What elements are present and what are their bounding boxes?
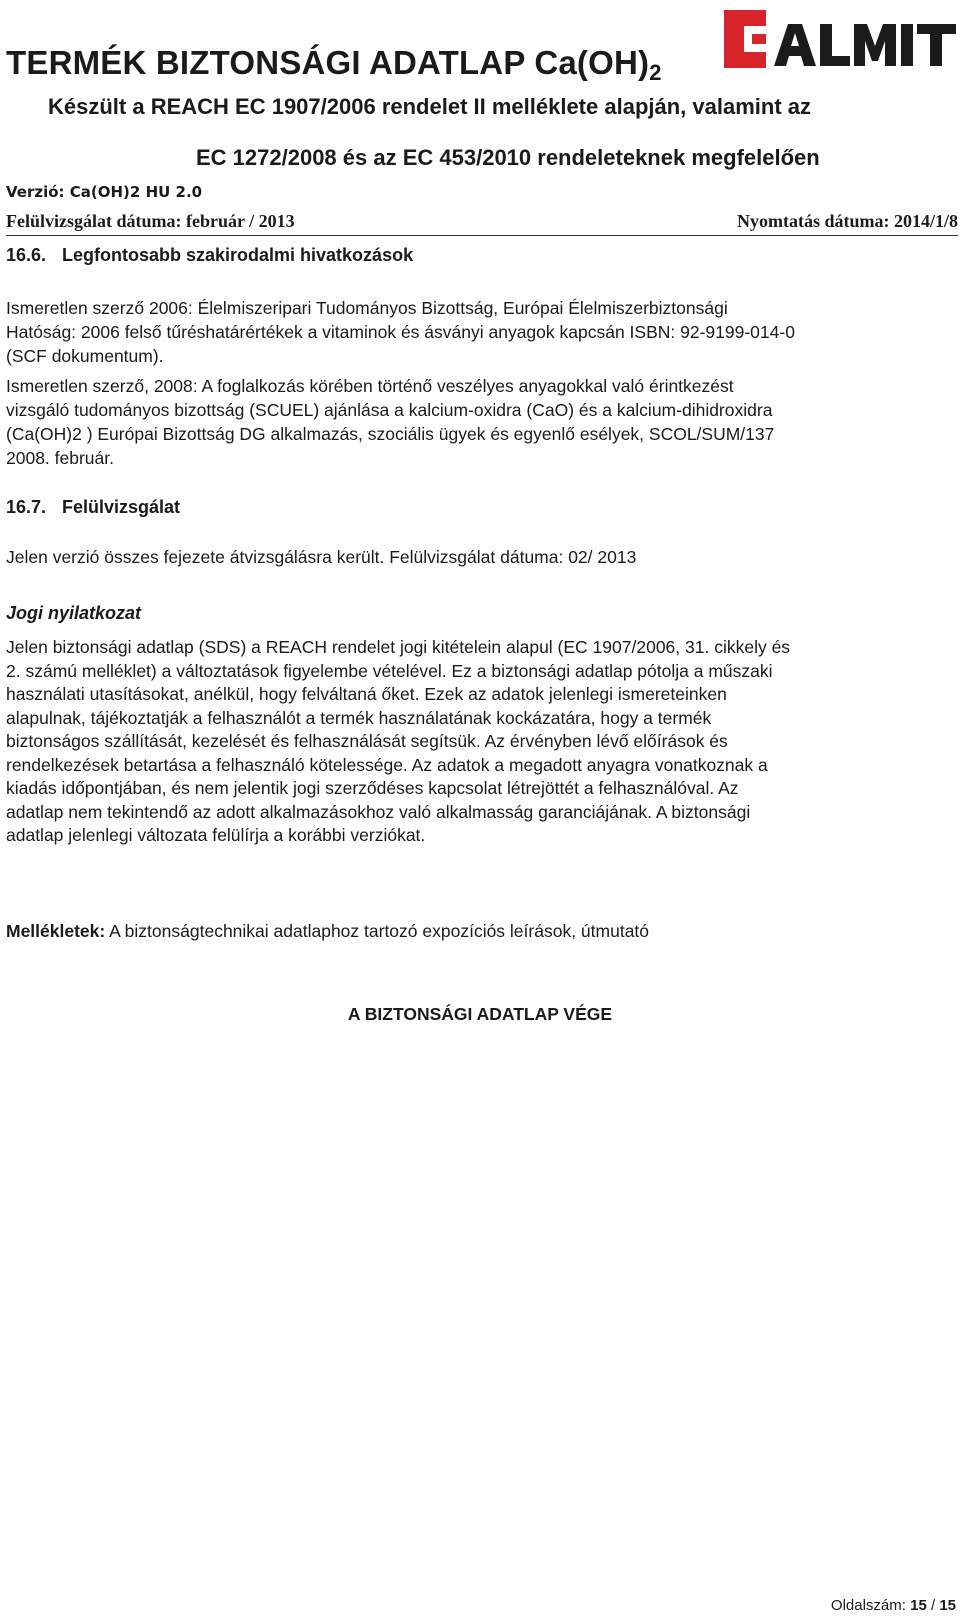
legal-line: alapulnak, tájékoztatják a felhasználót a termék használatának kockázatára, hogy a termék (6, 707, 712, 728)
revision-text: Jelen verzió összes fejezete átvizsgálásra került. Felülvizsgálat dátuma: 02/ 2013 (6, 547, 637, 567)
end-of-sheet-title: A BIZTONSÁGI ADATLAP VÉGE (347, 1004, 613, 1024)
section-16-7-heading (6, 497, 180, 518)
section-number: 16.6. (6, 245, 47, 265)
document-title: TERMÉK BIZTONSÁGI ADATLAP $Ca(OH)_2$ (6, 44, 662, 85)
legal-line: Jelen biztonsági adatlap (SDS) a REACH rendelet jogi kitételein alapul (EC 1907/2006, 31. cikkely és (6, 637, 791, 657)
page-number (831, 1597, 956, 1614)
legal-line: rendelkezések betartása a felhasználó kötelessége. Az adatok a megadott anyagra vonatkoznak a (6, 754, 768, 775)
legal-line: használati utasításokat, anélkül, hogy felváltaná őket. Ezek az adatok jelenlegi ismereteinken (6, 684, 727, 704)
reference-line: (SCF dokumentum). (6, 346, 164, 366)
current-page: 15 (910, 1597, 927, 1614)
attachments-text: A biztonságtechnikai adatlaphoz tartozó expozíciós leírások, útmutató (105, 921, 650, 941)
header-regulation-line-2: EC 1272/2008 és az EC 453/2010 rendeleteknek megfelelően (196, 145, 820, 170)
legal-line: kiadás időpontjában, és nem jelentik jogi szerződéses kapcsolat létrejöttét a felhasználóval. Az (6, 778, 739, 798)
total-pages: 15 (939, 1597, 956, 1614)
title-subscript: 2 (649, 60, 662, 85)
print-date: Nyomtatás dátuma: 2014/1/8 (737, 211, 958, 231)
attachments-label: Mellékletek: (6, 921, 106, 941)
reference-line: (Ca(OH)2 ) Európai Bizottság DG alkalmazás, szociális ügyek és egyenlő esélyek, SCOL/SUM/137 (6, 424, 775, 444)
section-16-6-heading (6, 245, 413, 266)
reference-line: Ismeretlen szerző 2006: Élelmiszeripari Tudományos Bizottság, Európai Élelmiszerbiztonsági (6, 298, 728, 318)
legal-heading: Jogi nyilatkozat (6, 603, 142, 623)
attachments-line (6, 921, 649, 942)
legal-line: biztonságos szállítását, kezelését és felhasználását segítsük. Az érvényben lévő előírások és (6, 731, 728, 751)
reference-line: Ismeretlen szerző, 2008: A foglalkozás körében történő veszélyes anyagokkal való érintkezést (6, 376, 734, 396)
reference-line: vizsgáló tudományos bizottság (SCUEL) ajánlása a kalcium-oxidra (CaO) és a kalcium-dihidroxidra (6, 400, 773, 420)
page-separator: / (926, 1597, 940, 1614)
section-title: Legfontosabb szakirodalmi hivatkozások (62, 245, 414, 265)
section-number: 16.7. (6, 497, 47, 517)
page-label: Oldalszám: (830, 1597, 911, 1614)
legal-line: adatlap nem tekintendő az adott alkalmazásokhoz való alkalmasság garanciájának. A biztonsági (6, 801, 751, 822)
legal-text (6, 636, 956, 848)
reference-1 (6, 296, 956, 368)
revision-date: Felülvizsgálat dátuma: február / 2013 (6, 211, 295, 231)
reference-line: 2008. február. (6, 448, 114, 468)
legal-line: adatlap jelenlegi változata felülírja a korábbi verziókat. (6, 825, 426, 845)
header-divider (6, 235, 958, 236)
header-regulation-line-1: Készült a REACH EC 1907/2006 rendelet II melléklete alapján, valamint az (48, 94, 811, 119)
calmit-logo (722, 6, 958, 72)
legal-line: 2. számú melléklet) a változtatások figyelembe vételével. Ez a biztonsági adatlap pótolja a műszaki (6, 660, 773, 681)
document-version: Verzió: Ca(OH)2 HU 2.0 (6, 183, 203, 201)
reference-2 (6, 374, 956, 470)
reference-line: Hatóság: 2006 felső tűréshatárértékek a vitaminok és ásványi anyagok kapcsán ISBN: 92-9199-014-0 (6, 322, 795, 342)
section-title: Felülvizsgálat (62, 497, 181, 517)
